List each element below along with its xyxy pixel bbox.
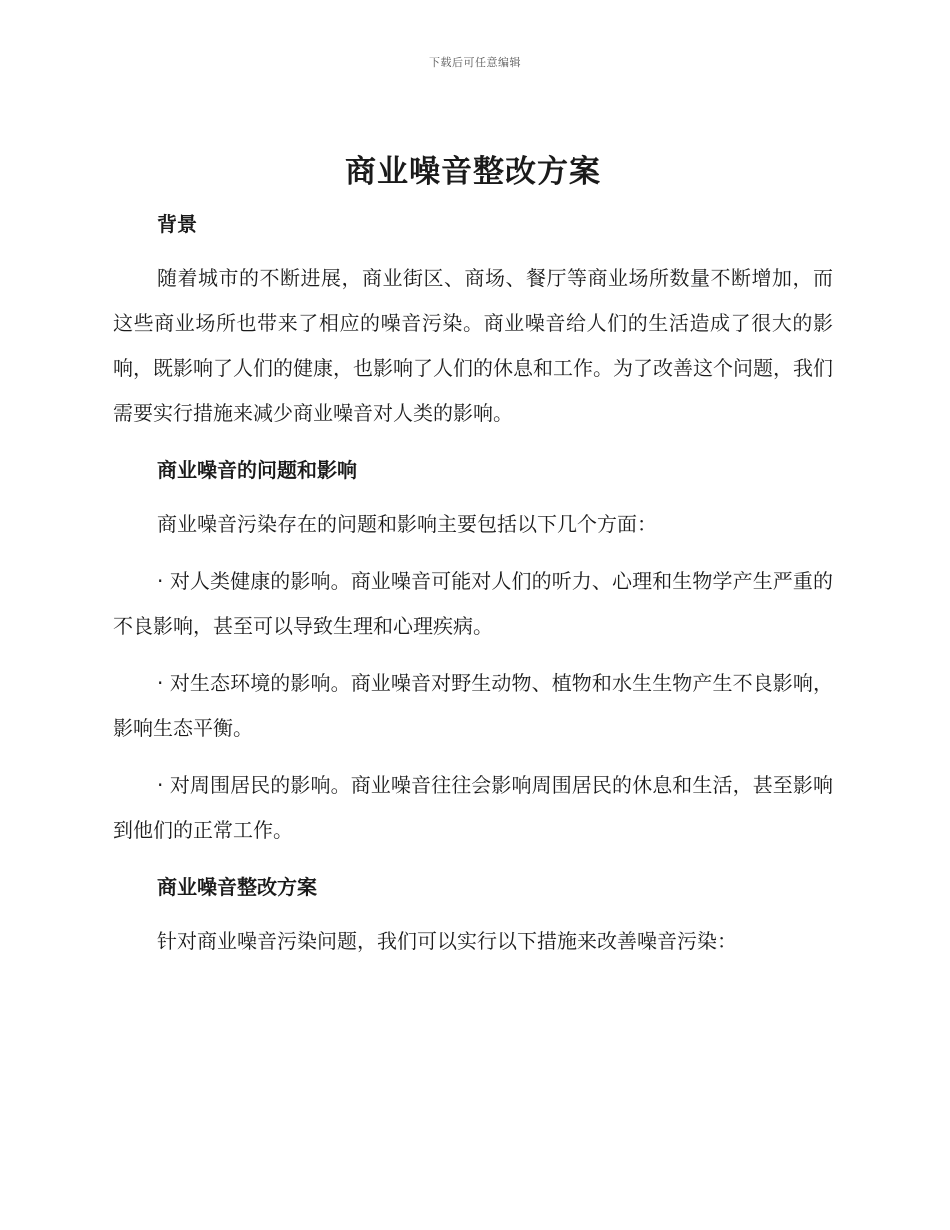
- list-item: · 对人类健康的影响。商业噪音可能对人们的听力、心理和生物学产生严重的不良影响，甚至可以导致生理和心理疾病。: [113, 569, 833, 638]
- background-paragraph: 随着城市的不断进展，商业街区、商场、餐厅等商业场所数量不断增加，而这些商业场所也带来了相应的噪音污染。商业噪音给人们的生活造成了很大的影响，既影响了人们的健康，也影响了人们的休息和工作。为了改善这个问题，我们需要实行措施来减少商业噪音对人类的影响。: [113, 266, 833, 425]
- plan-intro: 针对商业噪音污染问题，我们可以实行以下措施来改善噪音污染：: [157, 929, 737, 953]
- document-title: 商业噪音整改方案: [345, 154, 601, 190]
- document-body: [113, 150, 833, 964]
- section-heading-problems: 商业噪音的问题和影响: [157, 458, 357, 482]
- section-heading-background: 背景: [157, 212, 197, 236]
- header-note: 下载后可任意编辑: [429, 56, 521, 69]
- list-item: · 对周围居民的影响。商业噪音往往会影响周围居民的休息和生活，甚至影响到他们的正常工作。: [113, 773, 833, 842]
- list-item: · 对生态环境的影响。商业噪音对野生动物、植物和水生生物产生不良影响，影响生态平衡。: [113, 671, 833, 740]
- problems-intro: 商业噪音污染存在的问题和影响主要包括以下几个方面：: [157, 512, 657, 536]
- section-heading-plan: 商业噪音整改方案: [157, 875, 317, 899]
